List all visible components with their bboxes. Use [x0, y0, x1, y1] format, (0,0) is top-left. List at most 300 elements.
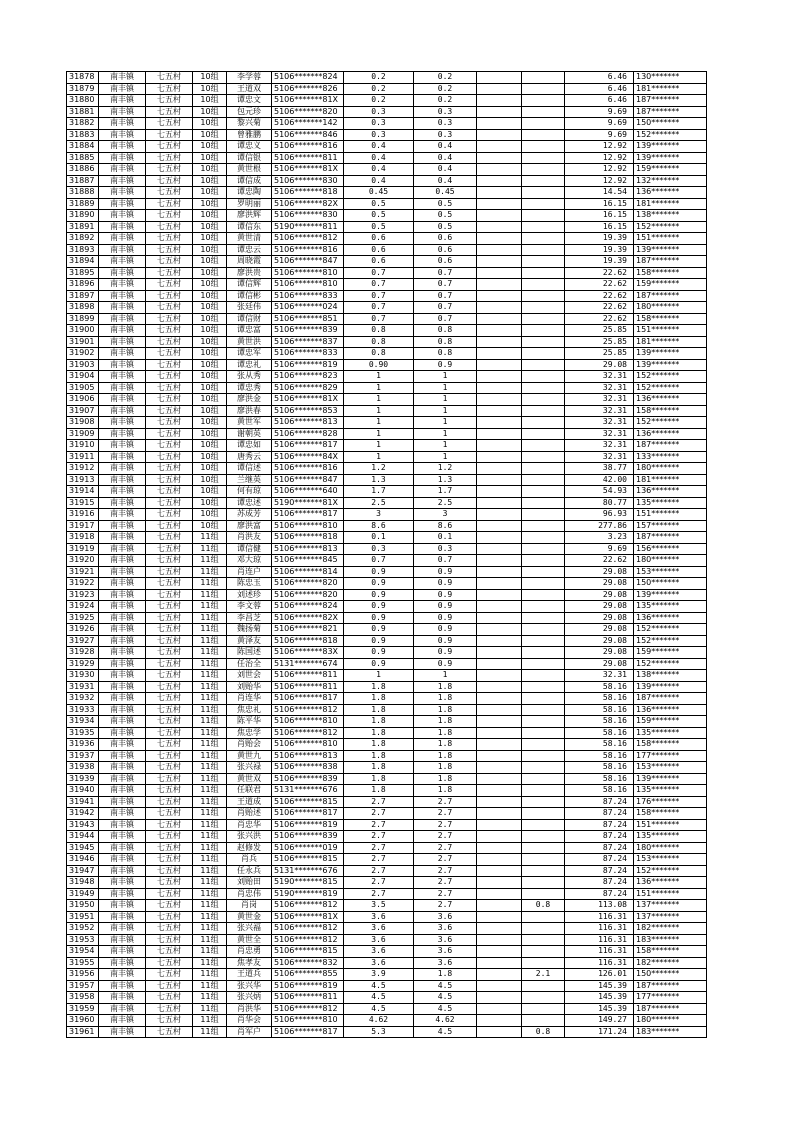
table-row	[67, 348, 707, 360]
table-row	[67, 831, 707, 843]
blank-cell	[477, 486, 522, 498]
area-a-cell: 1.8	[414, 727, 477, 739]
town-cell: 南丰镇	[99, 141, 146, 153]
village-cell: 七五村	[146, 555, 193, 567]
blank-cell	[477, 969, 522, 981]
phone-cell: 187*******	[634, 1003, 707, 1015]
area-a-cell: 0.9	[414, 589, 477, 601]
village-cell: 七五村	[146, 371, 193, 383]
table-row	[67, 520, 707, 532]
area-a-cell: 1.8	[414, 739, 477, 751]
area-a-cell: 2.7	[414, 877, 477, 889]
row-number: 31917	[67, 520, 99, 532]
name-cell: 谭信银	[227, 152, 272, 164]
town-cell: 南丰镇	[99, 359, 146, 371]
blank-cell	[477, 727, 522, 739]
town-cell: 南丰镇	[99, 888, 146, 900]
id-number-cell: 5106*******024	[272, 302, 344, 314]
table-row	[67, 842, 707, 854]
id-number-cell: 5106*******832	[272, 957, 344, 969]
phone-cell: 132*******	[634, 175, 707, 187]
town-cell: 南丰镇	[99, 532, 146, 544]
area-total-cell: 0.8	[344, 325, 414, 337]
phone-cell: 158*******	[634, 946, 707, 958]
table-row	[67, 900, 707, 912]
amount-cell: 25.85	[565, 336, 634, 348]
village-cell: 七五村	[146, 739, 193, 751]
blank-cell	[477, 658, 522, 670]
name-cell: 廖洪辉	[227, 210, 272, 222]
town-cell: 南丰镇	[99, 796, 146, 808]
id-number-cell: 5106*******817	[272, 509, 344, 521]
blank-cell	[477, 762, 522, 774]
area-total-cell: 5.3	[344, 1026, 414, 1038]
id-number-cell: 5190*******811	[272, 221, 344, 233]
blank-cell	[477, 566, 522, 578]
village-cell: 七五村	[146, 854, 193, 866]
area-b-cell	[522, 785, 565, 797]
row-number: 31949	[67, 888, 99, 900]
phone-cell: 151*******	[634, 325, 707, 337]
amount-cell: 145.39	[565, 1003, 634, 1015]
village-cell: 七五村	[146, 279, 193, 291]
village-cell: 七五村	[146, 670, 193, 682]
id-number-cell: 5106*******82X	[272, 198, 344, 210]
row-number: 31923	[67, 589, 99, 601]
town-cell: 南丰镇	[99, 336, 146, 348]
table-row	[67, 785, 707, 797]
row-number: 31896	[67, 279, 99, 291]
area-a-cell: 1.7	[414, 486, 477, 498]
group-cell: 11组	[193, 762, 227, 774]
table-row	[67, 635, 707, 647]
blank-cell	[477, 980, 522, 992]
name-cell: 肖忠华	[227, 819, 272, 831]
group-cell: 11组	[193, 716, 227, 728]
area-a-cell: 4.5	[414, 992, 477, 1004]
group-cell: 10组	[193, 440, 227, 452]
area-b-cell	[522, 233, 565, 245]
group-cell: 11组	[193, 911, 227, 923]
amount-cell: 29.08	[565, 624, 634, 636]
group-cell: 10组	[193, 244, 227, 256]
table-row	[67, 1026, 707, 1038]
phone-cell: 138*******	[634, 210, 707, 222]
table-row	[67, 336, 707, 348]
id-number-cell: 5106*******830	[272, 210, 344, 222]
amount-cell: 32.31	[565, 394, 634, 406]
phone-cell: 176*******	[634, 796, 707, 808]
row-number: 31943	[67, 819, 99, 831]
area-total-cell: 0.7	[344, 313, 414, 325]
id-number-cell: 5106*******810	[272, 739, 344, 751]
blank-cell	[477, 831, 522, 843]
amount-cell: 16.15	[565, 210, 634, 222]
area-total-cell: 1	[344, 440, 414, 452]
row-number: 31913	[67, 474, 99, 486]
town-cell: 南丰镇	[99, 566, 146, 578]
town-cell: 南丰镇	[99, 808, 146, 820]
phone-cell: 181*******	[634, 336, 707, 348]
town-cell: 南丰镇	[99, 83, 146, 95]
amount-cell: 29.08	[565, 578, 634, 590]
phone-cell: 177*******	[634, 992, 707, 1004]
table-row	[67, 578, 707, 590]
area-total-cell: 1	[344, 417, 414, 429]
area-b-cell	[522, 992, 565, 1004]
name-cell: 魏扬菊	[227, 624, 272, 636]
village-cell: 七五村	[146, 359, 193, 371]
name-cell: 陈国述	[227, 647, 272, 659]
town-cell: 南丰镇	[99, 819, 146, 831]
town-cell: 南丰镇	[99, 152, 146, 164]
blank-cell	[477, 175, 522, 187]
name-cell: 苏成芳	[227, 509, 272, 521]
amount-cell: 32.31	[565, 382, 634, 394]
area-total-cell: 1.8	[344, 773, 414, 785]
village-cell: 七五村	[146, 187, 193, 199]
area-b-cell	[522, 474, 565, 486]
id-number-cell: 5106*******810	[272, 267, 344, 279]
area-b-cell	[522, 923, 565, 935]
phone-cell: 152*******	[634, 371, 707, 383]
area-b-cell	[522, 854, 565, 866]
village-cell: 七五村	[146, 348, 193, 360]
phone-cell: 150*******	[634, 578, 707, 590]
area-total-cell: 0.5	[344, 221, 414, 233]
group-cell: 10组	[193, 359, 227, 371]
amount-cell: 9.69	[565, 106, 634, 118]
amount-cell: 58.16	[565, 681, 634, 693]
group-cell: 11组	[193, 934, 227, 946]
blank-cell	[477, 1015, 522, 1027]
town-cell: 南丰镇	[99, 1026, 146, 1038]
area-a-cell: 2.7	[414, 796, 477, 808]
id-number-cell: 5106*******829	[272, 382, 344, 394]
table-row	[67, 566, 707, 578]
amount-cell: 6.46	[565, 95, 634, 107]
id-number-cell: 5106*******810	[272, 520, 344, 532]
area-a-cell: 0.9	[414, 658, 477, 670]
table-row	[67, 739, 707, 751]
village-cell: 七五村	[146, 118, 193, 130]
name-cell: 谭忠如	[227, 440, 272, 452]
village-cell: 七五村	[146, 175, 193, 187]
row-number: 31952	[67, 923, 99, 935]
name-cell: 廖洪富	[227, 520, 272, 532]
id-number-cell: 5106*******640	[272, 486, 344, 498]
phone-cell: 139*******	[634, 244, 707, 256]
area-a-cell: 2.7	[414, 888, 477, 900]
id-number-cell: 5106*******818	[272, 635, 344, 647]
table-row	[67, 221, 707, 233]
area-b-cell	[522, 256, 565, 268]
blank-cell	[477, 704, 522, 716]
village-cell: 七五村	[146, 762, 193, 774]
area-a-cell: 1.8	[414, 773, 477, 785]
amount-cell: 16.15	[565, 221, 634, 233]
phone-cell: 139*******	[634, 152, 707, 164]
phone-cell: 159*******	[634, 164, 707, 176]
village-cell: 七五村	[146, 831, 193, 843]
blank-cell	[477, 302, 522, 314]
id-number-cell: 5106*******837	[272, 336, 344, 348]
blank-cell	[477, 555, 522, 567]
village-cell: 七五村	[146, 463, 193, 475]
row-number: 31903	[67, 359, 99, 371]
name-cell: 谭信彬	[227, 290, 272, 302]
area-b-cell	[522, 106, 565, 118]
town-cell: 南丰镇	[99, 210, 146, 222]
area-a-cell: 0.9	[414, 612, 477, 624]
area-a-cell: 3.6	[414, 946, 477, 958]
area-b-cell	[522, 773, 565, 785]
area-b-cell	[522, 118, 565, 130]
area-a-cell: 4.5	[414, 1003, 477, 1015]
name-cell: 黄泽友	[227, 635, 272, 647]
group-cell: 10组	[193, 233, 227, 245]
group-cell: 11组	[193, 681, 227, 693]
area-b-cell	[522, 152, 565, 164]
phone-cell: 137*******	[634, 900, 707, 912]
area-a-cell: 3.6	[414, 923, 477, 935]
village-cell: 七五村	[146, 969, 193, 981]
table-row	[67, 624, 707, 636]
name-cell: 肖岗	[227, 900, 272, 912]
amount-cell: 3.23	[565, 532, 634, 544]
blank-cell	[477, 647, 522, 659]
table-row	[67, 911, 707, 923]
phone-cell: 187*******	[634, 980, 707, 992]
group-cell: 11组	[193, 785, 227, 797]
blank-cell	[477, 796, 522, 808]
id-number-cell: 5106*******815	[272, 854, 344, 866]
id-number-cell: 5106*******819	[272, 819, 344, 831]
name-cell: 张从秀	[227, 371, 272, 383]
village-cell: 七五村	[146, 566, 193, 578]
phone-cell: 136*******	[634, 612, 707, 624]
phone-cell: 133*******	[634, 451, 707, 463]
village-cell: 七五村	[146, 911, 193, 923]
area-a-cell: 2.7	[414, 865, 477, 877]
id-number-cell: 5190*******81X	[272, 497, 344, 509]
amount-cell: 58.16	[565, 739, 634, 751]
town-cell: 南丰镇	[99, 785, 146, 797]
id-number-cell: 5106*******821	[272, 624, 344, 636]
amount-cell: 29.08	[565, 658, 634, 670]
name-cell: 谭忠文	[227, 95, 272, 107]
group-cell: 10组	[193, 221, 227, 233]
area-total-cell: 4.5	[344, 1003, 414, 1015]
town-cell: 南丰镇	[99, 509, 146, 521]
id-number-cell: 5106*******817	[272, 440, 344, 452]
amount-cell: 22.62	[565, 279, 634, 291]
row-number: 31956	[67, 969, 99, 981]
area-b-cell	[522, 95, 565, 107]
name-cell: 黄世根	[227, 164, 272, 176]
table-row	[67, 474, 707, 486]
amount-cell: 6.46	[565, 83, 634, 95]
blank-cell	[477, 589, 522, 601]
phone-cell: 150*******	[634, 969, 707, 981]
name-cell: 肖贻述	[227, 808, 272, 820]
area-total-cell: 3.6	[344, 957, 414, 969]
area-b-cell	[522, 831, 565, 843]
table-row	[67, 808, 707, 820]
area-b-cell	[522, 819, 565, 831]
amount-cell: 29.08	[565, 647, 634, 659]
area-a-cell: 1.8	[414, 704, 477, 716]
phone-cell: 158*******	[634, 739, 707, 751]
area-total-cell: 2.7	[344, 819, 414, 831]
village-cell: 七五村	[146, 164, 193, 176]
amount-cell: 12.92	[565, 141, 634, 153]
id-number-cell: 5106*******814	[272, 566, 344, 578]
blank-cell	[477, 900, 522, 912]
table-row	[67, 256, 707, 268]
amount-cell: 58.16	[565, 750, 634, 762]
area-a-cell: 0.9	[414, 601, 477, 613]
phone-cell: 139*******	[634, 589, 707, 601]
area-b-cell	[522, 865, 565, 877]
group-cell: 11组	[193, 923, 227, 935]
phone-cell: 159*******	[634, 716, 707, 728]
village-cell: 七五村	[146, 658, 193, 670]
blank-cell	[477, 888, 522, 900]
area-a-cell: 0.3	[414, 543, 477, 555]
area-total-cell: 0.5	[344, 210, 414, 222]
amount-cell: 277.86	[565, 520, 634, 532]
amount-cell: 116.31	[565, 934, 634, 946]
row-number: 31899	[67, 313, 99, 325]
blank-cell	[477, 854, 522, 866]
blank-cell	[477, 371, 522, 383]
blank-cell	[477, 923, 522, 935]
group-cell: 10组	[193, 509, 227, 521]
name-cell: 黄世军	[227, 417, 272, 429]
group-cell: 11组	[193, 739, 227, 751]
area-a-cell: 8.6	[414, 520, 477, 532]
name-cell: 谭信述	[227, 463, 272, 475]
town-cell: 南丰镇	[99, 612, 146, 624]
id-number-cell: 5106*******812	[272, 727, 344, 739]
name-cell: 张廷伟	[227, 302, 272, 314]
blank-cell	[477, 612, 522, 624]
name-cell: 刘世会	[227, 670, 272, 682]
blank-cell	[477, 187, 522, 199]
id-number-cell: 5131*******674	[272, 658, 344, 670]
id-number-cell: 5106*******811	[272, 152, 344, 164]
area-a-cell: 1	[414, 440, 477, 452]
phone-cell: 136*******	[634, 428, 707, 440]
area-a-cell: 1.8	[414, 762, 477, 774]
name-cell: 黄世清	[227, 233, 272, 245]
amount-cell: 145.39	[565, 980, 634, 992]
id-number-cell: 5106*******846	[272, 129, 344, 141]
group-cell: 10组	[193, 497, 227, 509]
table-row	[67, 647, 707, 659]
town-cell: 南丰镇	[99, 302, 146, 314]
amount-cell: 116.31	[565, 946, 634, 958]
table-row	[67, 532, 707, 544]
name-cell: 李学蓉	[227, 72, 272, 84]
id-number-cell: 5106*******81X	[272, 95, 344, 107]
area-a-cell: 0.7	[414, 555, 477, 567]
area-b-cell	[522, 267, 565, 279]
area-b-cell	[522, 313, 565, 325]
phone-cell: 187*******	[634, 95, 707, 107]
area-total-cell: 1.8	[344, 785, 414, 797]
area-a-cell: 1.8	[414, 750, 477, 762]
village-cell: 七五村	[146, 957, 193, 969]
area-total-cell: 1	[344, 405, 414, 417]
group-cell: 10组	[193, 394, 227, 406]
amount-cell: 87.24	[565, 831, 634, 843]
group-cell: 10组	[193, 405, 227, 417]
area-total-cell: 4.62	[344, 1015, 414, 1027]
area-b-cell: 0.8	[522, 1026, 565, 1038]
blank-cell	[477, 934, 522, 946]
group-cell: 11组	[193, 1003, 227, 1015]
amount-cell: 19.39	[565, 256, 634, 268]
table-row	[67, 106, 707, 118]
area-a-cell: 0.9	[414, 566, 477, 578]
name-cell: 谭忠义	[227, 141, 272, 153]
area-a-cell: 0.9	[414, 359, 477, 371]
amount-cell: 58.16	[565, 762, 634, 774]
village-cell: 七五村	[146, 198, 193, 210]
phone-cell: 180*******	[634, 842, 707, 854]
row-number: 31922	[67, 578, 99, 590]
row-number: 31914	[67, 486, 99, 498]
id-number-cell: 5106*******812	[272, 1003, 344, 1015]
table-row	[67, 969, 707, 981]
area-a-cell: 4.62	[414, 1015, 477, 1027]
town-cell: 南丰镇	[99, 267, 146, 279]
group-cell: 11组	[193, 957, 227, 969]
id-number-cell: 5106*******816	[272, 463, 344, 475]
village-cell: 七五村	[146, 451, 193, 463]
area-total-cell: 0.45	[344, 187, 414, 199]
name-cell: 陈忠玉	[227, 578, 272, 590]
group-cell: 11组	[193, 888, 227, 900]
table-row	[67, 716, 707, 728]
id-number-cell: 5106*******833	[272, 290, 344, 302]
area-total-cell: 8.6	[344, 520, 414, 532]
town-cell: 南丰镇	[99, 474, 146, 486]
name-cell: 肖兵	[227, 854, 272, 866]
town-cell: 南丰镇	[99, 992, 146, 1004]
phone-cell: 182*******	[634, 957, 707, 969]
group-cell: 10组	[193, 336, 227, 348]
group-cell: 11组	[193, 1026, 227, 1038]
id-number-cell: 5106*******855	[272, 969, 344, 981]
town-cell: 南丰镇	[99, 946, 146, 958]
id-number-cell: 5106*******823	[272, 371, 344, 383]
town-cell: 南丰镇	[99, 428, 146, 440]
amount-cell: 32.31	[565, 428, 634, 440]
blank-cell	[477, 336, 522, 348]
area-b-cell	[522, 417, 565, 429]
group-cell: 11组	[193, 578, 227, 590]
blank-cell	[477, 750, 522, 762]
id-number-cell: 5190*******819	[272, 888, 344, 900]
group-cell: 10组	[193, 290, 227, 302]
area-a-cell: 0.9	[414, 647, 477, 659]
phone-cell: 180*******	[634, 1015, 707, 1027]
blank-cell	[477, 992, 522, 1004]
blank-cell	[477, 474, 522, 486]
